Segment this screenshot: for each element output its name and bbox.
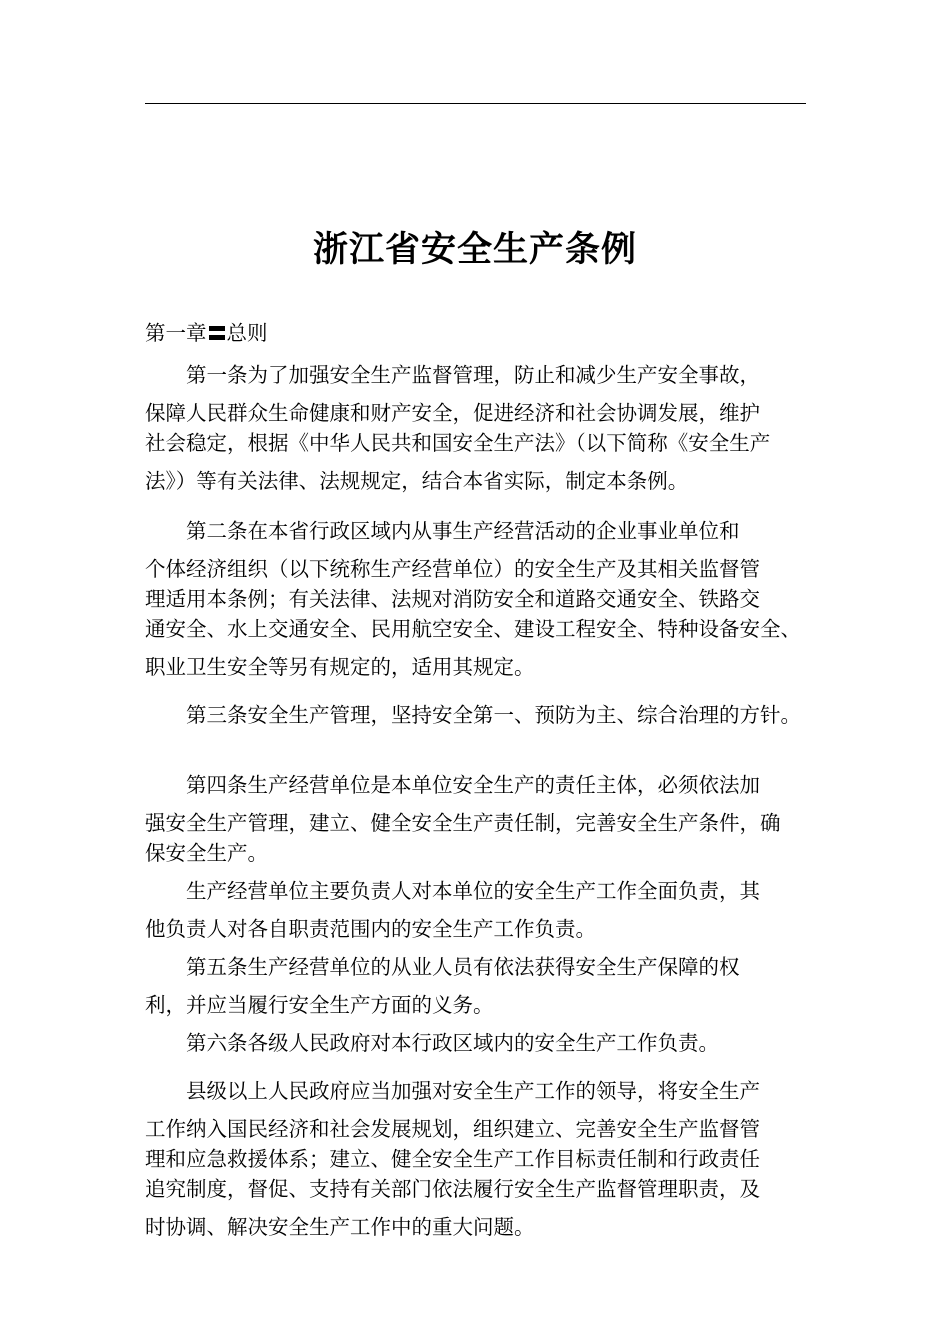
chapter-separator-mark	[209, 326, 225, 340]
paragraph-line: 生产经营单位主要负责人对本单位的安全生产工作全面负责，其	[186, 879, 760, 903]
paragraph-line: 工作纳入国民经济和社会发展规划，组织建立、完善安全生产监督管	[145, 1117, 760, 1141]
paragraph-line: 利，并应当履行安全生产方面的义务。	[145, 993, 494, 1017]
paragraph-line: 第五条生产经营单位的从业人员有依法获得安全生产保障的权	[186, 955, 740, 979]
paragraph-line: 保安全生产。	[145, 841, 268, 865]
paragraph-line: 时协调、解决安全生产工作中的重大问题。	[145, 1215, 535, 1239]
chapter-heading	[145, 316, 823, 350]
paragraph-line: 个体经济组织（以下统称生产经营单位）的安全生产及其相关监督管	[145, 557, 760, 581]
paragraph-line: 第三条安全生产管理，坚持安全第一、预防为主、综合治理的方针。	[186, 703, 801, 727]
paragraph-line: 他负责人对各自职责范围内的安全生产工作负责。	[145, 917, 596, 941]
article-3	[145, 700, 823, 730]
article-4	[145, 770, 823, 868]
paragraph-line: 保障人民群众生命健康和财产安全，促进经济和社会协调发展，维护	[145, 401, 760, 425]
header-rule	[145, 103, 806, 104]
article-1	[145, 360, 823, 496]
article-5	[145, 952, 823, 1020]
chapter-name: 总则	[226, 321, 268, 345]
paragraph-line: 县级以上人民政府应当加强对安全生产工作的领导，将安全生产	[186, 1079, 760, 1103]
paragraph-line: 第六条各级人民政府对本行政区域内的安全生产工作负责。	[186, 1031, 719, 1055]
document-title: 浙江省安全生产条例	[312, 229, 637, 270]
paragraph-line: 第二条在本省行政区域内从事生产经营活动的企业事业单位和	[186, 519, 740, 543]
paragraph-line: 第一条为了加强安全生产监督管理，防止和减少生产安全事故，	[186, 363, 760, 387]
paragraph-line: 理和应急救援体系；建立、健全安全生产工作目标责任制和行政责任	[145, 1147, 760, 1171]
paragraph-line: 追究制度，督促、支持有关部门依法履行安全生产监督管理职责，及	[145, 1177, 760, 1201]
paragraph-line: 社会稳定，根据《中华人民共和国安全生产法》（以下简称《安全生产	[145, 431, 771, 455]
paragraph-line: 第四条生产经营单位是本单位安全生产的责任主体，必须依法加	[186, 773, 760, 797]
chapter-number: 第一章	[145, 321, 207, 345]
article-6	[145, 1028, 823, 1058]
paragraph-line: 通安全、水上交通安全、民用航空安全、建设工程安全、特种设备安全、	[145, 617, 801, 641]
paragraph-line: 强安全生产管理，建立、健全安全生产责任制，完善安全生产条件，确	[145, 811, 781, 835]
article-4-paragraph-2	[145, 876, 823, 944]
article-6-paragraph-2	[145, 1076, 823, 1242]
paragraph-line: 法》）等有关法律、法规规定，结合本省实际，制定本条例。	[145, 469, 689, 493]
article-2	[145, 516, 823, 682]
document-body	[145, 316, 823, 1242]
paragraph-line: 理适用本条例；有关法律、法规对消防安全和道路交通安全、铁路交	[145, 587, 760, 611]
paragraph-line: 职业卫生安全等另有规定的，适用其规定。	[145, 655, 535, 679]
